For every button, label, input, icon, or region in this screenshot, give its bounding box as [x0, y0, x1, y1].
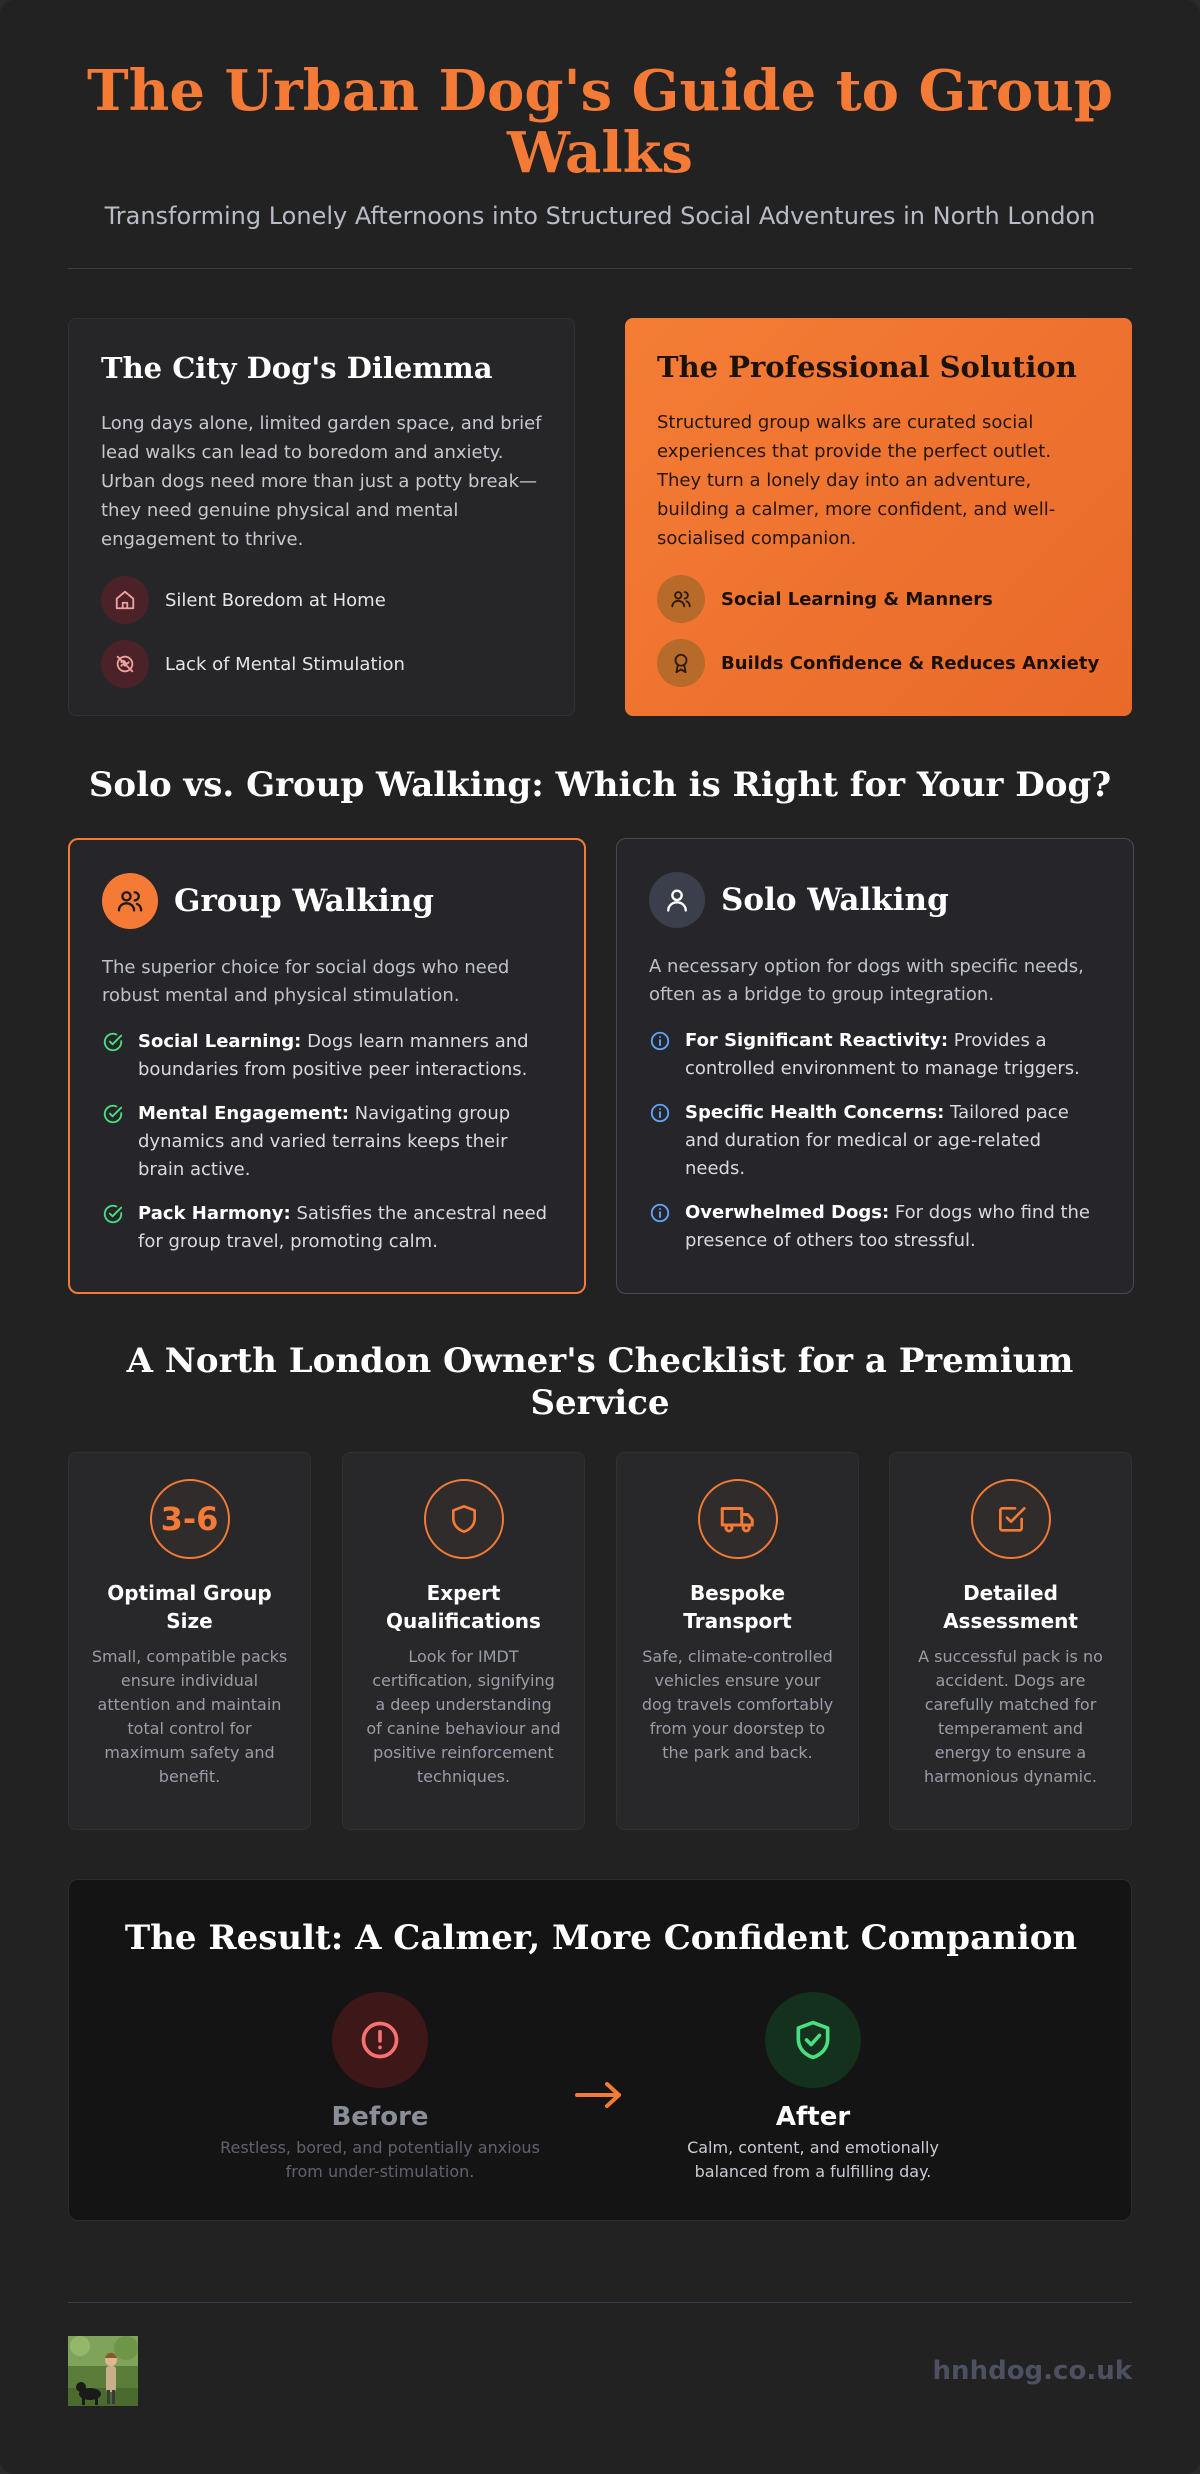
page-subtitle: Transforming Lonely Afternoons into Structured Social Adventures in North London	[104, 202, 1096, 230]
solo-walking-title: Solo Walking	[721, 882, 949, 918]
case-text: Provides a controlled environment to manage triggers.	[685, 1030, 1080, 1079]
benefit-text: Navigating group dynamics and varied terrains keeps their brain active.	[138, 1103, 511, 1180]
checklist-card-text: Look for IMDT certification, signifying a deep understanding of canine behaviour and positive reinforcement techniques.	[366, 1647, 561, 1786]
benefit-label: Social Learning:	[138, 1031, 302, 1052]
dilemma-text: Long days alone, limited garden space, and brief lead walks can lead to boredom and anxiety. Urban dogs need more than just a potty break—they need genuine physical and mental engagement to thrive.	[101, 413, 542, 550]
dilemma-point	[101, 640, 542, 688]
solution-point-label: Builds Confidence & Reduces Anxiety	[721, 652, 1100, 674]
solution-text: Structured group walks are curated social experiences that provide the perfect outlet. They turn a lonely day into an adventure, building a calmer, more confident, and well-socialised companion.	[657, 412, 1056, 549]
dilemma-title: The City Dog's Dilemma	[101, 351, 493, 385]
solution-point	[657, 575, 1100, 623]
dilemma-point-label: Lack of Mental Stimulation	[165, 653, 405, 675]
check-circle-icon	[102, 1103, 124, 1125]
case-text: Tailored pace and duration for medical or age-related needs.	[685, 1102, 1069, 1179]
checklist-card-title: Optimal Group Size	[107, 1581, 272, 1633]
checklist-card-transport	[616, 1452, 859, 1830]
shield-check-icon	[765, 1992, 861, 2088]
solution-card	[625, 318, 1132, 716]
checklist-card-title: Bespoke Transport	[683, 1581, 792, 1633]
check-circle-icon	[102, 1203, 124, 1225]
list-item	[102, 1100, 552, 1184]
benefit-text: Satisfies the ancestral need for group travel, promoting calm.	[138, 1203, 548, 1252]
group-walking-benefits	[102, 1028, 552, 1256]
result-panel	[68, 1879, 1132, 2221]
users-icon	[657, 575, 705, 623]
arrow-right-icon	[575, 2079, 623, 2111]
group-size-number: 3-6	[160, 1500, 219, 1538]
award-icon	[657, 639, 705, 687]
solution-title: The Professional Solution	[657, 350, 1077, 384]
result-title: The Result: A Calmer, More Confident Companion	[124, 1918, 1078, 1958]
shield-icon	[424, 1479, 504, 1559]
dilemma-point	[101, 576, 542, 624]
before-text: Restless, bored, and potentially anxious from under-stimulation.	[220, 2138, 540, 2181]
solo-walking-card	[616, 838, 1134, 1294]
info-icon	[649, 1102, 671, 1124]
solution-point-label: Social Learning & Manners	[721, 588, 993, 610]
case-label: For Significant Reactivity:	[685, 1030, 949, 1051]
alert-circle-icon	[332, 1992, 428, 2088]
checklist-card-text: A successful pack is no accident. Dogs are carefully matched for temperament and energy to ensure a harmonious dynamic.	[918, 1647, 1103, 1786]
case-label: Overwhelmed Dogs:	[685, 1202, 890, 1223]
check-square-icon	[971, 1479, 1051, 1559]
benefit-text: Dogs learn manners and boundaries from positive peer interactions.	[138, 1031, 529, 1080]
solo-walking-intro: A necessary option for dogs with specific needs, often as a bridge to group integration.	[649, 956, 1084, 1005]
list-item	[102, 1200, 552, 1256]
page-title: The Urban Dog's Guide to Group Walks	[86, 58, 1114, 186]
solo-walking-cases	[649, 1027, 1101, 1255]
brain-slash-icon	[101, 640, 149, 688]
footer-divider	[68, 2302, 1132, 2303]
benefit-label: Mental Engagement:	[138, 1103, 349, 1124]
check-circle-icon	[102, 1031, 124, 1053]
group-walking-header	[102, 872, 552, 930]
info-icon	[649, 1030, 671, 1052]
checklist-card-group-size	[68, 1452, 311, 1830]
before-state	[210, 1992, 550, 2184]
benefit-label: Pack Harmony:	[138, 1203, 291, 1224]
compare-heading: Solo vs. Group Walking: Which is Right for Your Dog?	[88, 765, 1112, 805]
checklist-card-title: Expert Qualifications	[386, 1581, 541, 1633]
solution-point	[657, 639, 1100, 687]
header-divider	[68, 268, 1132, 269]
home-icon	[101, 576, 149, 624]
case-text: For dogs who find the presence of others too stressful.	[685, 1202, 1091, 1251]
after-text: Calm, content, and emotionally balanced from a fulfilling day.	[687, 2138, 939, 2181]
checklist-card-assessment	[889, 1452, 1132, 1830]
dog-walker-photo	[68, 2336, 138, 2406]
info-icon	[649, 1202, 671, 1224]
after-title: After	[775, 2102, 851, 2132]
users-icon	[102, 873, 158, 929]
list-item	[649, 1027, 1101, 1083]
case-label: Specific Health Concerns:	[685, 1102, 945, 1123]
solo-walking-header	[649, 871, 1101, 929]
solution-points	[657, 575, 1100, 687]
list-item	[649, 1099, 1101, 1183]
list-item	[102, 1028, 552, 1084]
checklist-card-qualifications	[342, 1452, 585, 1830]
group-size-badge	[150, 1479, 230, 1559]
group-walking-card	[68, 838, 586, 1294]
before-title: Before	[331, 2102, 429, 2132]
list-item	[649, 1199, 1101, 1255]
checklist-card-text: Safe, climate-controlled vehicles ensure your dog travels comfortably from your doorstep to the park and back.	[641, 1647, 834, 1762]
checklist-heading: A North London Owner's Checklist for a Premium Service	[126, 1341, 1074, 1423]
page-header	[68, 60, 1132, 230]
dilemma-point-label: Silent Boredom at Home	[165, 589, 386, 611]
group-walking-title: Group Walking	[174, 883, 434, 919]
group-walking-intro: The superior choice for social dogs who need robust mental and physical stimulation.	[102, 957, 510, 1006]
dilemma-points	[101, 576, 542, 688]
truck-icon	[698, 1479, 778, 1559]
dilemma-card	[68, 318, 575, 716]
site-domain: hnhdog.co.uk	[932, 2356, 1132, 2386]
checklist-card-text: Small, compatible packs ensure individual attention and maintain total control for maximum safety and benefit.	[91, 1647, 288, 1786]
checklist-card-title: Detailed Assessment	[943, 1581, 1078, 1633]
after-state	[643, 1992, 983, 2184]
user-icon	[649, 872, 705, 928]
